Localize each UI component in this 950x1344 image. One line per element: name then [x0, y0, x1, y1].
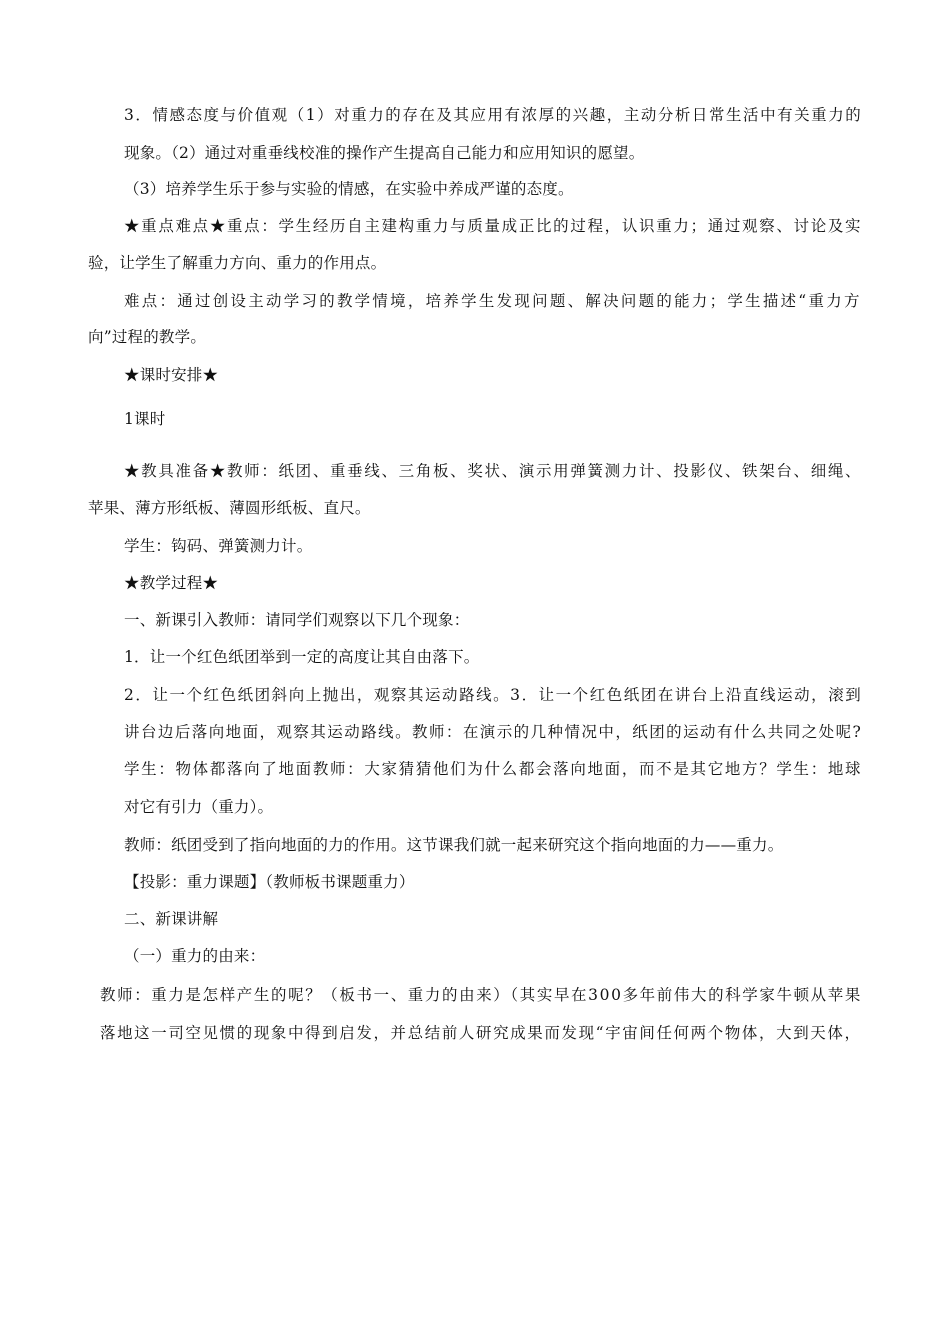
text-line: 2．让一个红色纸团斜向上抛出，观察其运动路线。3．让一个红色纸团在讲台上沿直线运动，滚到	[124, 686, 863, 704]
text-line: 1课时	[124, 410, 166, 428]
section-heading: ★教学过程★	[124, 574, 219, 592]
text-line: ★重点难点★重点：学生经历自主建构重力与质量成正比的过程，认识重力；通过观察、讨论及实	[124, 217, 863, 235]
text-line: 向”过程的教学。	[88, 328, 207, 346]
section-heading: 二、新课讲解	[124, 910, 219, 928]
section-heading: ★课时安排★	[124, 366, 219, 384]
text-line: 现象。（2）通过对重垂线校准的操作产生提高自己能力和应用知识的愿望。	[124, 144, 645, 162]
text-line: 讲台边后落向地面，观察其运动路线。教师：在演示的几种情况中，纸团的运动有什么共同之处呢?	[124, 723, 863, 741]
text-line: 对它有引力（重力）。	[124, 798, 274, 816]
text-line: 【投影：重力课题】（教师板书课题重力）	[124, 873, 415, 891]
text-line: ★教具准备★教师：纸团、重垂线、三角板、奖状、演示用弹簧测力计、投影仪、铁架台、细绳、	[124, 462, 863, 480]
text-line: （3）培养学生乐于参与实验的情感，在实验中养成严谨的态度。	[124, 180, 574, 198]
text-line: 3．情感态度与价值观（1）对重力的存在及其应用有浓厚的兴趣，主动分析日常生活中有关重力的	[124, 106, 863, 124]
text-line: 教师：纸团受到了指向地面的力的作用。这节课我们就一起来研究这个指向地面的力——重力。	[124, 836, 784, 854]
subsection-heading: （一）重力的由来：	[124, 947, 266, 965]
text-line: 落地这一司空见惯的现象中得到启发，并总结前人研究成果而发现“宇宙间任何两个物体，大到天体，	[100, 1024, 862, 1042]
text-line: 一、新课引入教师：请同学们观察以下几个现象：	[124, 611, 470, 629]
text-line: 教师：重力是怎样产生的呢？（板书一、重力的由来）（其实早在300多年前伟大的科学家牛顿从苹果	[100, 986, 862, 1004]
text-line: 验，让学生了解重力方向、重力的作用点。	[88, 254, 387, 272]
text-line: 苹果、薄方形纸板、薄圆形纸板、直尺。	[88, 499, 371, 517]
text-line: 1．让一个红色纸团举到一定的高度让其自由落下。	[124, 648, 480, 666]
text-line: 难点：通过创设主动学习的教学情境，培养学生发现问题、解决问题的能力；学生描述“重力方	[124, 292, 862, 310]
text-line: 学生：钩码、弹簧测力计。	[124, 537, 313, 555]
text-line: 学生：物体都落向了地面教师：大家猜猜他们为什么都会落向地面，而不是其它地方？学生：地球	[124, 760, 863, 778]
